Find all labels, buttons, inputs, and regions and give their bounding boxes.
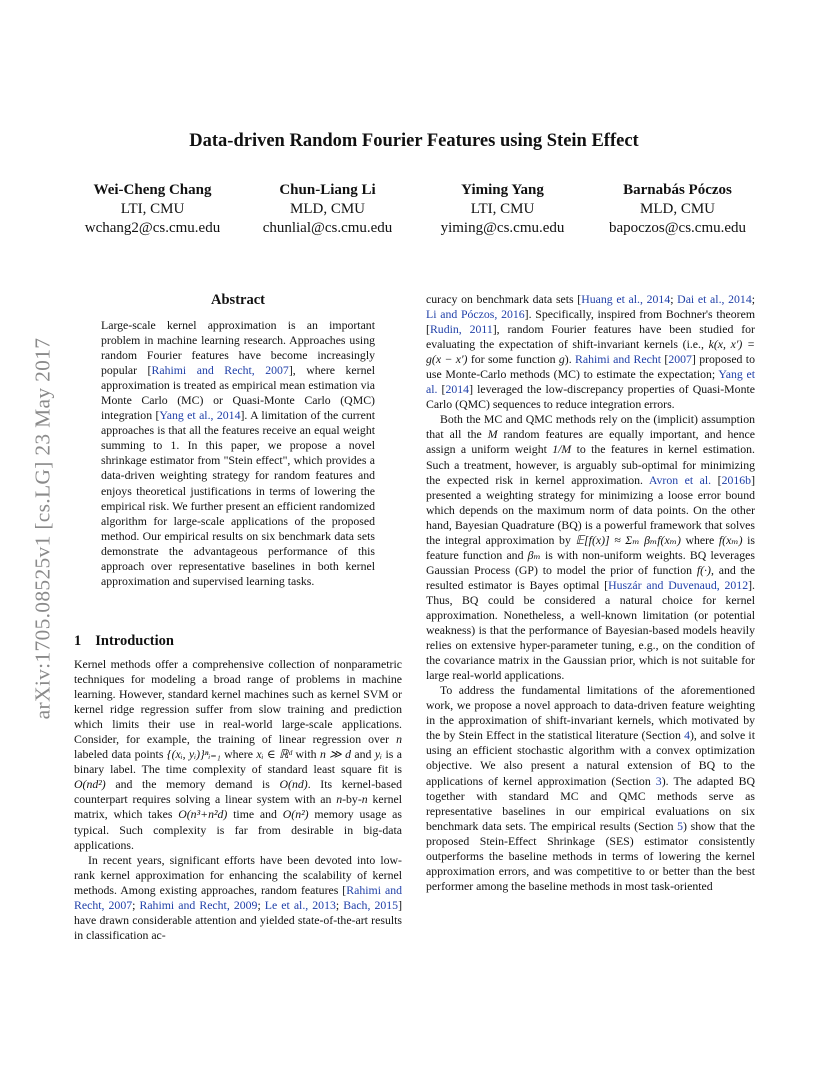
- math: O(nd²): [74, 777, 106, 792]
- section-heading-introduction: [74, 633, 174, 650]
- math: xᵢ ∈ ℝᵈ: [256, 747, 293, 762]
- text: labeled data points: [74, 747, 167, 762]
- citation-link[interactable]: Le et al., 2013: [264, 897, 336, 912]
- author-block: [420, 181, 585, 238]
- math: n: [396, 732, 402, 747]
- author-affiliation: LTI, CMU: [120, 201, 185, 217]
- section-ref-link[interactable]: 3: [655, 773, 662, 788]
- abstract-text: Large-scale kernel approximation is an important problem in machine learning research. Approaches using random Fourier features have become increasingly popular [: [101, 318, 375, 378]
- text: ;: [132, 897, 140, 912]
- text: ;: [751, 292, 756, 306]
- text: Both the MC and QMC methods rely on the (implicit) assumption that all the: [426, 412, 755, 442]
- text: ] leveraged the low-discrepancy properties of Quasi-Monte Carlo (QMC) sequences to reduce integration errors.: [426, 382, 755, 412]
- math: n: [336, 792, 343, 807]
- text: where: [220, 747, 257, 762]
- math: O(n³+n²d): [178, 807, 228, 822]
- text: with: [292, 747, 320, 762]
- author-affiliation: MLD, CMU: [639, 201, 715, 217]
- paragraph: [74, 657, 402, 853]
- citation-link[interactable]: Li and Póczos, 2016: [426, 307, 525, 322]
- text: To address the fundamental limitations of the aforementioned work, we propose a novel approach to data-driven feature weighting in the approximation of shift-invariant kernels, which motivated by the by Stein Effect in the statistical literature (Section: [426, 683, 755, 743]
- math: n: [361, 792, 368, 807]
- text: ] presented a weighting strategy for minimizing a loose error bound which depends on the maximum norm of data points. On the other hand, Bayesian Quadrature (BQ) is a powerful framework that solves the integral approximation by: [426, 472, 755, 547]
- paragraph: [426, 412, 755, 683]
- math: g: [558, 352, 565, 367]
- math: 1/M: [552, 442, 572, 457]
- author-block: [245, 181, 410, 238]
- text: curacy on benchmark data sets [: [426, 292, 582, 306]
- math: {(xᵢ, yᵢ)}ⁿᵢ₌₁: [166, 747, 221, 762]
- citation-link[interactable]: Huszár and Duvenaud, 2012: [608, 577, 749, 592]
- text: ;: [670, 292, 678, 306]
- text: ]. Specifically, inspired from Bochner's theorem [: [426, 307, 755, 337]
- author-block: [595, 181, 760, 238]
- abstract-text: ]. A limitation of the current approaches is that all the features receive an equal weight summing to 1. In this paper, we propose a novel shrinkage estimator from "Stein effect", which provides a data-driven weighting strategy for random features and enjoys theoretical justifications in terms of lowering the empirical risk. We further present an efficient randomized algorithm for large-scale applications of the proposed method. Our empirical results on six benchmark data sets demonstrate the advantageous performance of this approach over representative baselines in both kernel approximation and supervised learning tasks.: [101, 408, 375, 588]
- citation-link[interactable]: Rahimi and Recht, 2007: [74, 882, 402, 912]
- text: Kernel methods offer a comprehensive collection of nonparametric techniques for modeling a broad range of problems in machine learning. However, standard kernel machines such as kernel SVM or kernel ridge regression suffer from slow training and prediction which limits their use in real-world large-scale applications. Consider, for example, the training of linear regression over: [74, 657, 402, 747]
- text: ), and solve it using an efficient stochastic algorithm with a convex optimization objective. We also present a natural extension of BQ to the applications of kernel approximation (Section: [426, 728, 755, 788]
- text: for some function: [467, 352, 559, 367]
- text: ], random Fourier features have been studied for evaluating the expectation of shift-invariant kernels (i.e.,: [426, 322, 755, 352]
- text: is a binary label. The time complexity of standard least square fit is: [74, 747, 402, 777]
- text: kernel matrix, which takes: [74, 792, 402, 822]
- paper-title: Data-driven Random Fourier Features using Stein Effect: [189, 131, 639, 151]
- text: ] have drawn considerable attention and yielded state-of-the-art results in classification ac-: [74, 897, 402, 942]
- text: -by-: [342, 792, 362, 807]
- math: f(·): [696, 562, 711, 577]
- paragraph: [74, 853, 402, 943]
- section-number: 1: [74, 633, 82, 649]
- author-email: wchang2@cs.cmu.edu: [84, 220, 221, 236]
- arxiv-side-stamp: [26, 278, 60, 778]
- section-ref-link[interactable]: 5: [677, 818, 684, 833]
- text: . Its kernel-based counterpart requires solving a linear system with an: [74, 777, 402, 807]
- author-name: Barnabás Póczos: [623, 182, 732, 198]
- math: f(xₘ): [718, 532, 743, 547]
- abstract-body: [101, 318, 375, 589]
- author-name: Yiming Yang: [461, 182, 544, 198]
- right-column-text: [426, 292, 755, 894]
- text: ] proposed to use Monte-Carlo methods (MC) to estimate the expectation;: [426, 352, 755, 382]
- citation-link[interactable]: Yang et al., 2014: [159, 408, 241, 423]
- math: 𝔼[f(x)] ≈ Σₘ βₘf(xₘ): [575, 532, 681, 547]
- math: n ≫ d: [319, 747, 351, 762]
- math: k(x, x′) = g(x − x′): [426, 337, 755, 367]
- citation-link[interactable]: Rahimi and Recht: [575, 352, 662, 367]
- author-email: chunlial@cs.cmu.edu: [262, 220, 393, 236]
- math: yᵢ: [374, 747, 383, 762]
- section-ref-link[interactable]: 4: [684, 728, 690, 743]
- citation-link[interactable]: 2014: [445, 382, 470, 397]
- text: ) show that the proposed Stein-Effect Shrinkage (SES) estimator consistently outperforms the baseline methods in terms of lowering the kernel approximation errors, and was competitive to or better than the best performer among the baseline methods in most task-oriented: [426, 818, 755, 893]
- paragraph: [426, 292, 755, 412]
- math: O(nd): [279, 777, 308, 792]
- text: ). The adapted BQ together with standard MC and QMC methods serve as representative baselines in our empirical evaluations on six benchmark data sets. The empirical results (Section: [426, 773, 755, 833]
- author-email: yiming@cs.cmu.edu: [440, 220, 565, 236]
- citation-link[interactable]: Rudin, 2011: [429, 322, 493, 337]
- paragraph: [426, 683, 755, 894]
- text: and the memory demand is: [105, 777, 280, 792]
- citation-link[interactable]: 2007: [668, 352, 692, 367]
- author-affiliation: LTI, CMU: [470, 201, 535, 217]
- text: ).: [564, 352, 576, 367]
- text: , and the resulted estimator is Bayes optimal [: [426, 562, 755, 592]
- citation-link[interactable]: Avron et al.: [648, 472, 712, 487]
- text: ;: [335, 897, 344, 912]
- author-name: Wei-Cheng Chang: [93, 182, 212, 198]
- arxiv-stamp-text: arXiv:1705.08525v1 [cs.LG] 23 May 2017: [30, 337, 55, 719]
- author-email: bapoczos@cs.cmu.edu: [608, 220, 747, 236]
- math: βₘ: [527, 547, 541, 562]
- citation-link[interactable]: Rahimi and Recht, 2009: [139, 897, 258, 912]
- citation-link[interactable]: 2016b: [721, 472, 752, 487]
- citation-link[interactable]: Yang et al.: [426, 367, 755, 397]
- abstract-heading: Abstract: [211, 292, 265, 308]
- text: and: [350, 747, 375, 762]
- text: [: [661, 352, 669, 367]
- text: [: [437, 382, 446, 397]
- text: time and: [227, 807, 283, 822]
- citation-link[interactable]: Rahimi and Recht, 2007: [151, 363, 289, 378]
- text: is with non-uniform weights. BQ leverages Gaussian Process (GP) to model the prior of function: [426, 547, 755, 577]
- text: where: [680, 532, 719, 547]
- citation-link[interactable]: Bach, 2015: [343, 897, 399, 912]
- text: ]. Thus, BQ could be considered a natural choice for kernel approximation. Nonetheless, a well-known limitation (or potential weakness) is that the performance of Bayesian-based models heavily relies on extensive hyper-parameter tuning, e.g., on the condition of the covariance matrix in the Gaussian prior, which is not suitable for large real-world applications.: [426, 577, 755, 683]
- math: O(n²): [282, 807, 309, 822]
- author-name: Chun-Liang Li: [279, 182, 376, 198]
- text: random features are equally important, and hence assign a uniform weight: [426, 427, 755, 457]
- text: In recent years, significant efforts have been devoted into low-rank kernel approximation for enhancing the scalability of kernel methods. Among existing approaches, random features [: [74, 852, 402, 897]
- left-column-text: [74, 657, 402, 943]
- text: to the features in kernel estimation. Such a treatment, however, is arguably sub-optimal for minimizing the expected risk in kernel approximation.: [426, 442, 755, 487]
- text: memory usage as typical. Such complexity is far from desirable in big-data applications.: [74, 807, 402, 852]
- text: ;: [257, 897, 265, 912]
- section-title: Introduction: [95, 633, 174, 649]
- text: [: [711, 472, 722, 487]
- author-affiliation: MLD, CMU: [289, 201, 365, 217]
- abstract-text: ], where kernel approximation is treated as empirical mean estimation via Monte Carlo (MC) or Quasi-Monte Carlo (QMC) integration [: [101, 363, 375, 423]
- author-block: [70, 181, 235, 238]
- math: M: [487, 427, 498, 442]
- citation-link[interactable]: Dai et al., 2014: [677, 292, 752, 306]
- text: is feature function and: [426, 532, 755, 562]
- citation-link[interactable]: Huang et al., 2014: [581, 292, 671, 306]
